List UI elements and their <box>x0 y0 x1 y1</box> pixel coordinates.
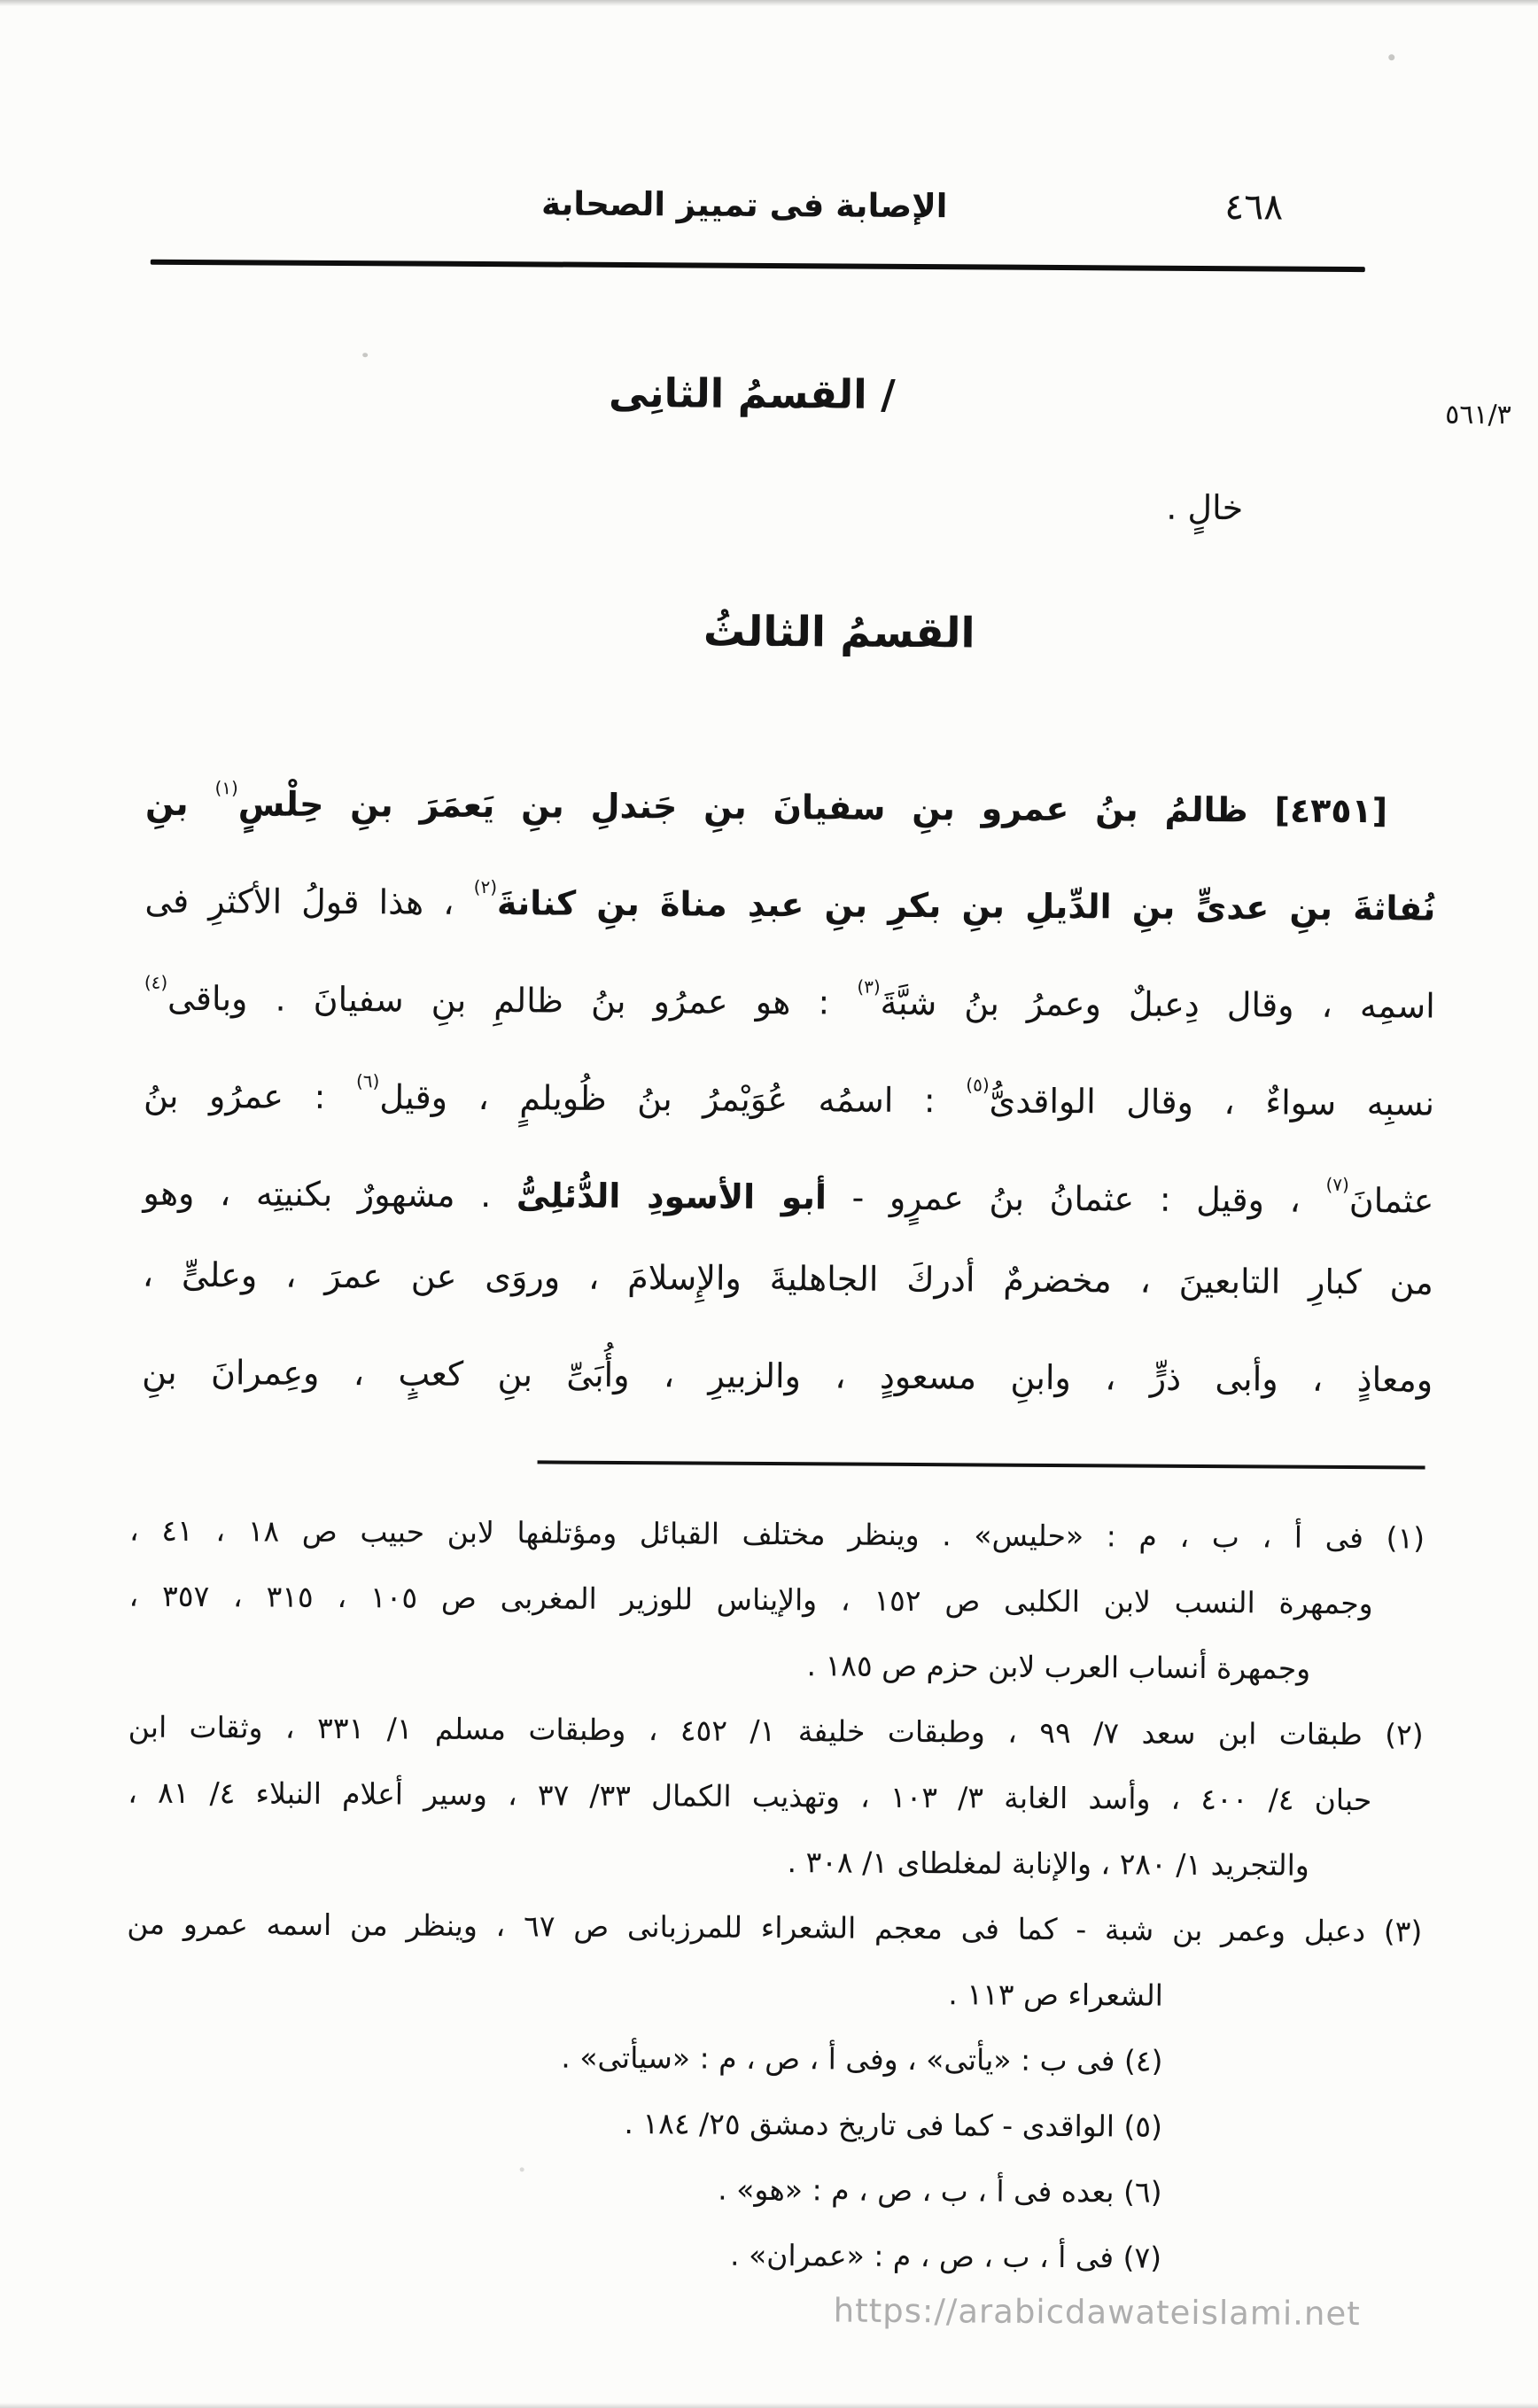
entry-text-segment: نُفاثةَ بنِ عدىٍّ بنِ الدِّيلِ بنِ بكرِ بنِ عبدِ مناةَ بنِ كنانةَ <box>496 883 1436 928</box>
book-title: الإصابة فى تمييز الصحابة <box>540 184 948 226</box>
biography-entry <box>142 739 1437 1429</box>
margin-volume-page-ref: ٥٦١/٣ <box>1445 399 1511 431</box>
scan-speck <box>362 353 368 357</box>
entry-text-segment: عثمانَ <box>1348 1181 1434 1221</box>
entry-text-segment: ، وقيل : عثمانُ بنُ عمرٍو - <box>826 1177 1326 1220</box>
footnote-marker: (٧) <box>1325 1173 1349 1196</box>
entry-text-segment: نسبِه سواءٌ ، وقال الواقدىُّ <box>989 1081 1435 1123</box>
entry-text-line <box>143 1226 1434 1332</box>
entry-text-segment: ومعاذٍ ، وأبى ذرٍّ ، وابنِ مسعودٍ ، والزبيرِ ، وأُبَىِّ بنِ كعبٍ ، وعِمرانَ بنِ <box>142 1352 1433 1400</box>
footnote-marker: (٣) <box>857 975 881 998</box>
entry-text-line <box>145 739 1437 844</box>
footnote-line: وجمهرة أنساب العرب لابن حزم ص ١٨٥ . <box>806 1648 1311 1686</box>
footnote-line: والتجريد ١/ ٢٨٠ ، والإنابة لمغلطاى ١/ ٣٠٨ . <box>787 1845 1309 1883</box>
footnote-line: حبان ٤/ ٤٠٠ ، وأسد الغابة ٣/ ١٠٣ ، وتهذيب الكمال ٣٣/ ٣٧ ، وسير أعلام النبلاء ٤/ ٨١ ، <box>128 1775 1372 1818</box>
entry-text-segment: اسمِه ، وقال دِعبلٌ وعمرُ بنُ شبَّةَ <box>880 983 1435 1026</box>
scan-speck <box>520 2167 524 2171</box>
footnote-line: (٧) فى أ ، ب ، ص ، م : «عمران» . <box>729 2237 1162 2275</box>
entry-text-segment: : اسمُه عُوَيْمرُ بنُ ظُويلمٍ ، وقيل <box>379 1077 967 1121</box>
entry-text-line <box>144 836 1436 942</box>
entry-text-line <box>144 934 1436 1039</box>
entry-text-segment: . مشهورٌ بكنيتِه ، وهو <box>143 1173 517 1216</box>
entry-text-segment: [٤٣٥١] ظالمُ بنُ عمرو بنِ سفيانَ بنِ جَندلِ بنِ يَعمَرَ بنِ حِلْسٍ <box>237 784 1388 831</box>
footnote-line: (١) فى أ ، ب ، م : «حليس» . وينظر مختلف القبائل ومؤتلفها لابن حبيب ص ١٨ ، ٤١ ، <box>128 1512 1425 1556</box>
entry-text-line <box>144 1031 1435 1137</box>
entry-text-segment: ، هذا قولُ الأكثرِ فى <box>144 881 474 922</box>
entry-text-segment: أبو الأسودِ الدُّئلِىُّ <box>516 1176 827 1217</box>
section-three-heading: القسمُ الثالثُ <box>703 607 975 658</box>
footnote-line: (٦) بعده فى أ ، ب ، ص ، م : «هو» . <box>718 2171 1162 2210</box>
section-two-content: خالٍ . <box>1166 487 1244 528</box>
header-rule <box>151 260 1365 272</box>
section-two-heading: / القسمُ الثانِى <box>608 369 896 418</box>
watermark-url: https://arabicdawateislami.net <box>833 2291 1361 2334</box>
footnote-line: (٤) فى ب : «يأتى» ، وفى أ ، ص ، م : «سيأتى» . <box>561 2039 1163 2078</box>
footnote-line: (٥) الواقدى - كما فى تاريخ دمشق ٢٥/ ١٨٤ . <box>624 2106 1163 2144</box>
entry-text-segment: من كبارِ التابعينَ ، مخضرمٌ أدركَ الجاهليةَ والإِسلامَ ، وروَى عن عمرَ ، وعلىٍّ ، <box>142 1254 1433 1302</box>
footnote-marker: (٢) <box>473 875 498 898</box>
footnote-marker: (٥) <box>966 1074 990 1096</box>
scan-speck <box>1388 54 1394 60</box>
footnote-line: (٢) طبقات ابن سعد ٧/ ٩٩ ، وطبقات خليفة ١/ ٤٥٢ ، وطبقات مسلم ١/ ٣٣١ ، وثقات ابن <box>128 1709 1424 1752</box>
footnotes <box>125 1498 1425 2293</box>
footnote-line: (٣) دعبل وعمر بن شبة - كما فى معجم الشعراء للمرزبانى ص ٦٧ ، وينظر من اسمه عمرو من <box>127 1906 1423 1949</box>
entry-text-line <box>143 1129 1434 1234</box>
entry-text-line <box>142 1324 1433 1429</box>
entry-text-segment: : عمرُو بنُ <box>143 1076 357 1117</box>
footnote-line: وجمهرة النسب لابن الكلبى ص ١٥٢ ، والإيناس للوزير المغربى ص ١٠٥ ، ٣١٥ ، ٣٥٧ ، <box>128 1578 1373 1621</box>
entry-text-segment: : هو عمرُو بنُ ظالمِ بنِ سفيانَ . وباقى <box>167 978 858 1022</box>
entry-text-segment: بنِ <box>144 783 215 824</box>
footnote-marker: (١) <box>214 777 238 799</box>
page-number: ٤٦٨ <box>1224 185 1284 229</box>
footnote-separator <box>538 1460 1425 1469</box>
footnote-line: الشعراء ص ١١٣ . <box>948 1977 1164 2013</box>
footnote-marker: (٦) <box>355 1070 380 1092</box>
footnote-marker: (٤) <box>144 971 168 993</box>
